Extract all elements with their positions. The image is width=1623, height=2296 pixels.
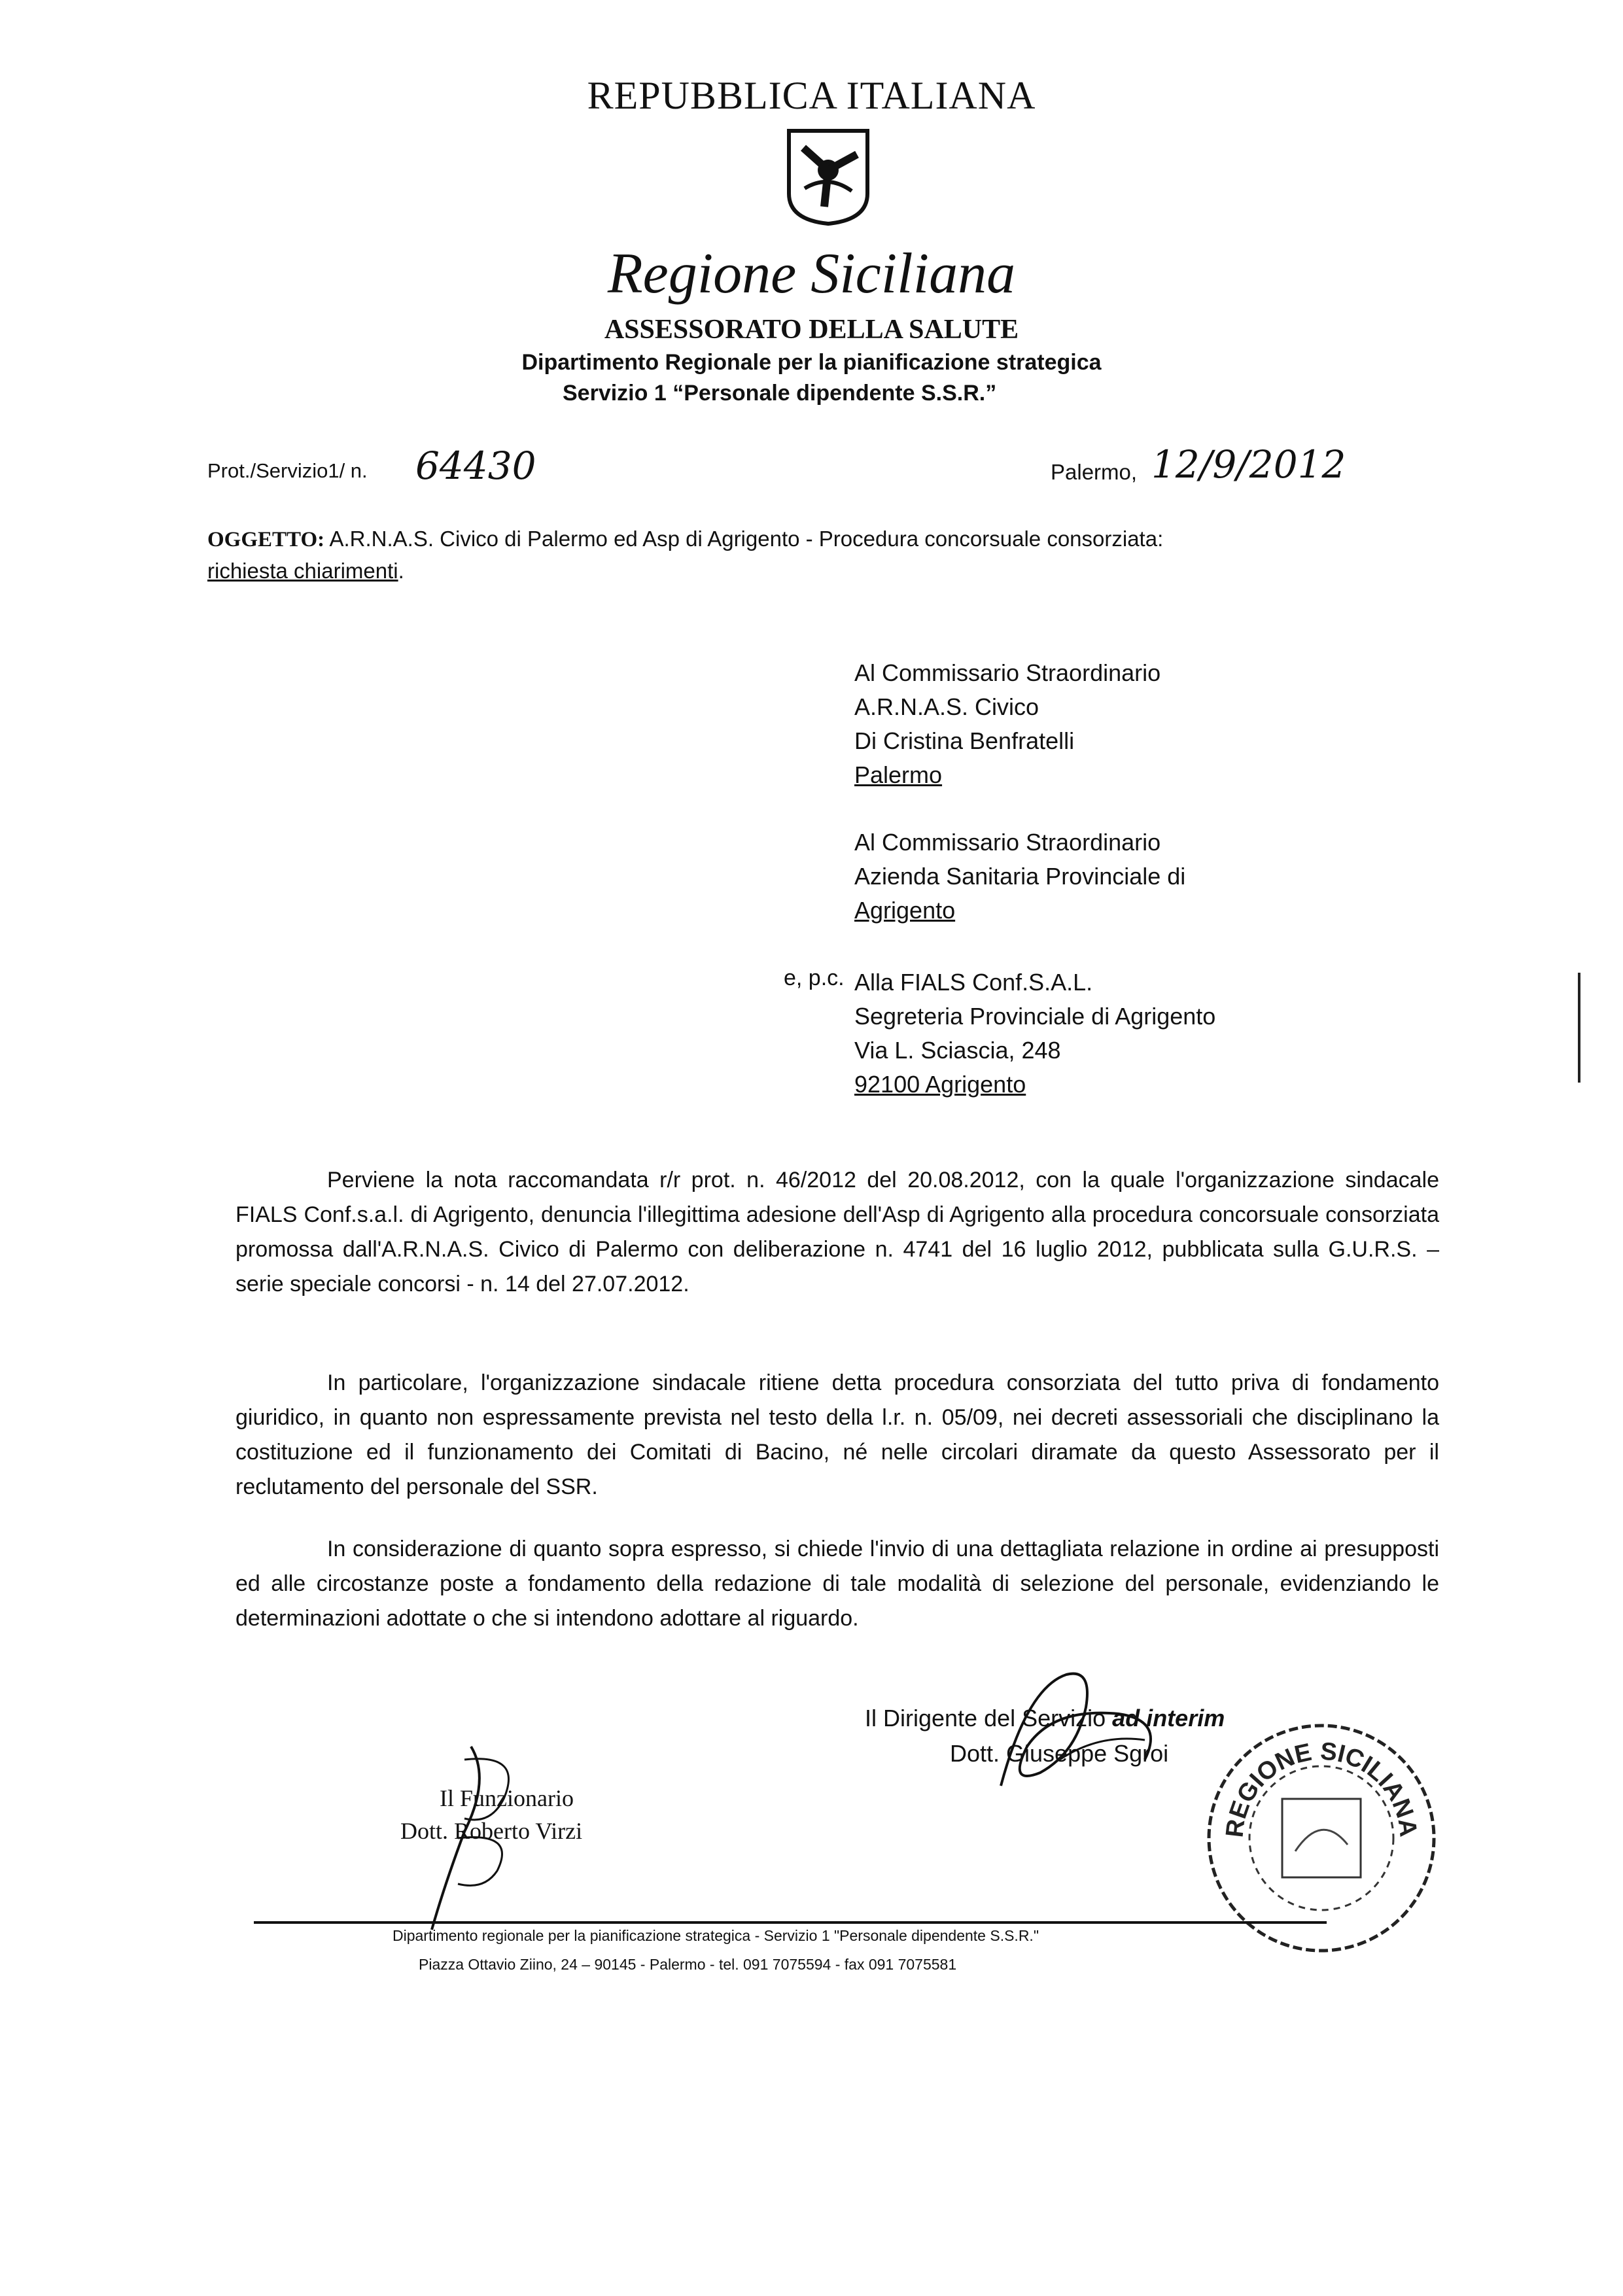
recipient-line: A.R.N.A.S. Civico	[854, 693, 1039, 720]
dirigente-name: Dott. Giuseppe Sgroi	[950, 1740, 1169, 1767]
recipient-address	[854, 965, 1215, 1102]
dirigente-title-text: Il Dirigente del Servizio	[865, 1705, 1106, 1731]
header-republic: REPUBBLICA ITALIANA	[587, 74, 1036, 117]
official-stamp-icon	[1204, 1720, 1439, 1956]
recipient-address	[854, 656, 1161, 792]
recipient-line: Via L. Sciascia, 248	[854, 1037, 1061, 1064]
body-paragraph: In considerazione di quanto sopra espresso, si chiede l'invio di una dettagliata relazione in ordine ai presupposti ed alle circostanze poste a fondamento della redazione di tale modalità di selezione del personale, evidenziando le determinazioni adottate o che si intendono adottare al riguardo.	[236, 1537, 1439, 1631]
funzionario-name: Dott. Roberto Virzi	[400, 1818, 583, 1844]
document-date: 12/9/2012	[1151, 442, 1346, 487]
recipient-city: Palermo	[854, 761, 943, 788]
subject-text: A.R.N.A.S. Civico di Palermo ed Asp di Agrigento - Procedura concorsuale consorziata:	[324, 527, 1164, 551]
protocol-label: Prot./Servizio1/ n.	[207, 459, 368, 482]
subject-block	[207, 523, 1483, 587]
region-emblem-icon	[785, 128, 871, 226]
recipient-line: Al Commissario Straordinario	[854, 659, 1161, 686]
cc-prefix: e, p.c.	[784, 965, 845, 990]
stamp-text: REGIONE SICILIANA	[1221, 1737, 1422, 1839]
footer-line-1: Dipartimento regionale per la pianificazione strategica - Servizio 1 "Personale dipendente S.S.R."	[393, 1927, 1039, 1944]
dirigente-title	[865, 1705, 1225, 1732]
body-paragraph: Perviene la nota raccomandata r/r prot. n. 46/2012 del 20.08.2012, con la quale l'organizzazione sindacale FIALS Conf.s.a.l. di Agrigento, denuncia l'illegittima adesione dell'Asp di Agrigento alla procedura concorsuale consorziata promossa dall'A.R.N.A.S. Civico di Palermo con deliberazione n. 4741 del 16 luglio 2012, pubblicata sulla G.U.R.S. – serie speciale concorsi - n. 14 del 27.07.2012.	[236, 1168, 1439, 1296]
recipient-line: Di Cristina Benfratelli	[854, 727, 1075, 754]
subject-label: OGGETTO:	[207, 528, 325, 551]
recipient-line: Segreteria Provinciale di Agrigento	[854, 1003, 1216, 1030]
body-paragraph: In particolare, l'organizzazione sindacale ritiene detta procedura consorziata del tutto priva di fondamento giuridico, in quanto non espressamente prevista nel testo della l.r. n. 05/09, nei decreti assessoriali che disciplinano la costituzione ed il funzionamento dei Comitati di Bacino, né nelle circolari diramate da questo Assessorato per il reclutamento del personale del SSR.	[236, 1370, 1439, 1499]
margin-mark	[1578, 973, 1580, 1083]
protocol-number: 64430	[415, 444, 536, 488]
dirigente-suffix: ad interim	[1112, 1705, 1225, 1731]
footer-divider	[254, 1921, 1327, 1924]
dipartimento-line: Dipartimento Regionale per la pianificazione strategica	[521, 350, 1102, 375]
region-title: Regione Siciliana	[607, 242, 1016, 305]
recipient-address	[854, 826, 1185, 928]
assessorato-title: ASSESSORATO DELLA SALUTE	[604, 315, 1019, 345]
funzionario-title: Il Funzionario	[440, 1785, 574, 1811]
recipient-city: Agrigento	[854, 897, 956, 924]
recipient-line: Alla FIALS Conf.S.A.L.	[854, 969, 1093, 996]
recipient-line: Azienda Sanitaria Provinciale di	[854, 863, 1186, 890]
subject-end: .	[398, 559, 404, 583]
subject-underlined: richiesta chiarimenti	[207, 559, 398, 583]
footer-line-2: Piazza Ottavio Ziino, 24 – 90145 - Palermo - tel. 091 7075594 - fax 091 7075581	[419, 1956, 957, 1973]
place-label: Palermo,	[1051, 460, 1138, 484]
recipient-line: Al Commissario Straordinario	[854, 829, 1161, 856]
servizio-line: Servizio 1 “Personale dipendente S.S.R.”	[563, 381, 997, 406]
recipient-city: 92100 Agrigento	[854, 1071, 1026, 1098]
